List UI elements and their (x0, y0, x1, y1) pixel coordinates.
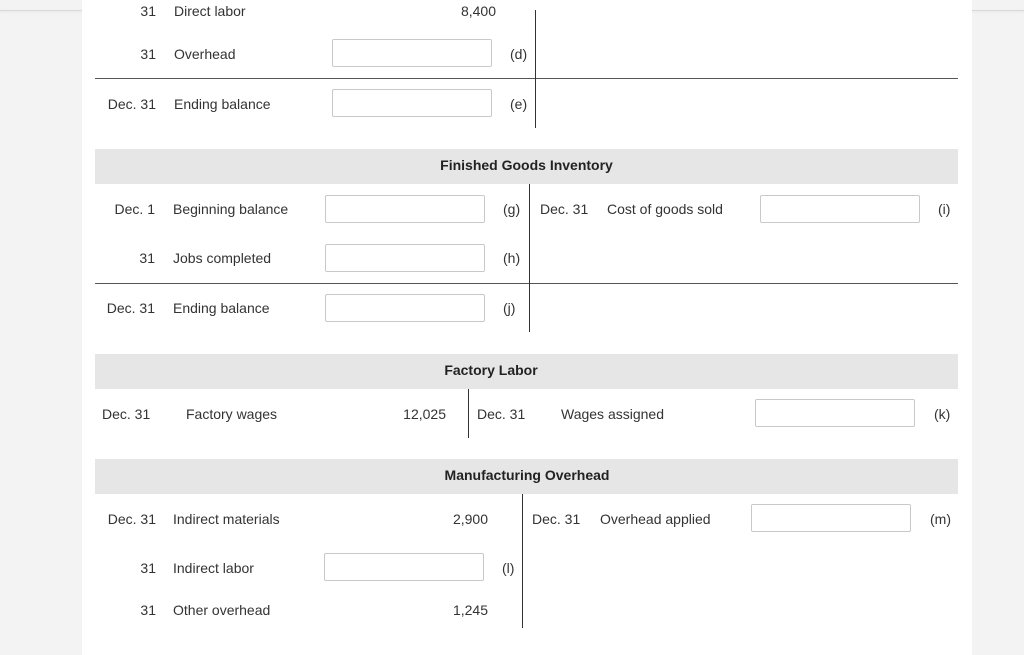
fg-cost-of-goods-sold-desc: Cost of goods sold (607, 201, 723, 217)
wip-row-overhead-date: 31 (140, 46, 156, 62)
fg-jobs-completed-desc: Jobs completed (173, 250, 272, 266)
fg-cost-of-goods-sold-date: Dec. 31 (540, 201, 589, 217)
mo-other-overhead-amount: 1,245 (452, 602, 488, 618)
mo-other-overhead-desc: Other overhead (173, 602, 271, 618)
fg-jobs-completed-input[interactable] (325, 244, 485, 272)
fl-wages-assigned-date: Dec. 31 (477, 406, 526, 422)
fg-balance-rule (95, 283, 958, 284)
mo-indirect-labor-input[interactable] (324, 553, 484, 581)
mo-t-account-divider (522, 494, 523, 628)
wip-overhead-input[interactable] (332, 39, 492, 67)
fg-cost-of-goods-sold-ref-label: (i) (938, 201, 951, 217)
fl-wages-assigned-input[interactable] (755, 399, 915, 427)
wip-row-ending-balance-date: Dec. 31 (107, 96, 156, 112)
mo-indirect-materials-date: Dec. 31 (107, 511, 156, 527)
wip-row-overhead-desc: Overhead (174, 46, 236, 62)
wip-balance-rule (95, 78, 958, 79)
fg-t-account-divider (529, 184, 530, 332)
mo-indirect-materials-desc: Indirect materials (173, 511, 280, 527)
fg-ending-balance-desc: Ending balance (173, 300, 270, 316)
wip-t-account-divider (535, 10, 536, 128)
wip-row-direct-labor-amount: 8,400 (460, 3, 496, 19)
fl-wages-assigned-desc: Wages assigned (561, 406, 664, 422)
factory-labor-header (95, 354, 958, 389)
fg-beginning-balance-ref-label: (g) (503, 201, 521, 217)
fl-t-account-divider (468, 389, 469, 438)
factory-labor-title: Factory Labor (444, 362, 538, 378)
mo-overhead-applied-ref-label: (m) (930, 511, 951, 527)
finished-goods-title: Finished Goods Inventory (440, 157, 613, 173)
fl-factory-wages-date: Dec. 31 (102, 406, 151, 422)
mo-indirect-labor-date: 31 (140, 560, 156, 576)
mo-indirect-labor-ref-label: (l) (502, 560, 515, 576)
wip-ending-balance-ref-label: (e) (510, 96, 528, 112)
wip-row-direct-labor-date: 31 (140, 3, 156, 19)
mo-indirect-labor-desc: Indirect labor (173, 560, 254, 576)
fg-jobs-completed-date: 31 (139, 250, 155, 266)
fg-ending-balance-date: Dec. 31 (106, 300, 155, 316)
mo-overhead-applied-input[interactable] (751, 504, 911, 532)
finished-goods-header (95, 149, 958, 184)
mo-overhead-applied-desc: Overhead applied (600, 511, 711, 527)
fl-factory-wages-amount: 12,025 (403, 406, 446, 422)
fg-beginning-balance-input[interactable] (325, 195, 485, 223)
wip-row-direct-labor-desc: Direct labor (174, 3, 246, 19)
fl-wages-assigned-ref-label: (k) (934, 406, 951, 422)
fg-jobs-completed-ref-label: (h) (503, 250, 521, 266)
mo-other-overhead-date: 31 (140, 602, 156, 618)
fg-beginning-balance-date: Dec. 1 (114, 201, 155, 217)
mo-indirect-materials-amount: 2,900 (452, 511, 488, 527)
wip-ending-balance-input[interactable] (332, 89, 492, 117)
wip-row-ending-balance-desc: Ending balance (174, 96, 271, 112)
fl-factory-wages-desc: Factory wages (186, 406, 278, 422)
manufacturing-overhead-header (95, 459, 958, 494)
mo-overhead-applied-date: Dec. 31 (532, 511, 581, 527)
wip-overhead-ref-label: (d) (510, 46, 528, 62)
fg-beginning-balance-desc: Beginning balance (173, 201, 289, 217)
fg-ending-balance-input[interactable] (325, 294, 485, 322)
fg-cost-of-goods-sold-input[interactable] (760, 195, 920, 223)
fg-ending-balance-ref-label: (j) (503, 300, 516, 316)
manufacturing-overhead-title: Manufacturing Overhead (444, 467, 610, 483)
